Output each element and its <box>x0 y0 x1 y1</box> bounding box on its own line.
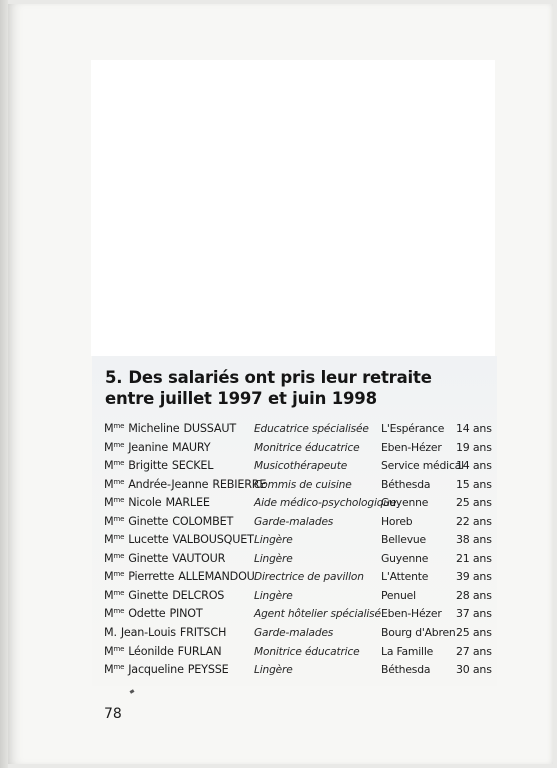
retiree-title <box>104 589 124 602</box>
retiree-row <box>104 624 500 643</box>
retiree-first-name: Jeanine <box>128 440 168 454</box>
retiree-first-name: Odette <box>128 607 166 621</box>
retiree-row <box>104 439 500 458</box>
retiree-last-name: DUSSAUT <box>183 422 236 435</box>
retiree-establishment: L'Espérance <box>381 422 445 435</box>
retiree-title-sup: me <box>113 644 125 653</box>
retiree-establishment: L'Attente <box>381 570 429 584</box>
retiree-title <box>104 459 124 472</box>
retiree-job: Lingère <box>254 534 293 547</box>
retiree-title-base: M <box>104 607 114 621</box>
heading-line-2: entre juillet 1997 et juin 1998 <box>105 389 377 408</box>
retiree-job: Educatrice spécialisée <box>254 423 369 435</box>
retiree-name <box>104 587 224 606</box>
retiree-title-sup: me <box>113 440 125 449</box>
retiree-establishment: Béthesda <box>381 477 431 491</box>
retiree-last-name: FRITSCH <box>179 626 227 640</box>
retiree-title <box>104 441 124 454</box>
retiree-years-service: 39 ans <box>456 570 492 584</box>
retiree-establishment: Eben-Hézer <box>381 440 442 454</box>
retiree-row <box>104 605 500 624</box>
retiree-first-name: Jacqueline <box>128 663 184 677</box>
retiree-title-sup: me <box>113 533 125 542</box>
retiree-job: Lingère <box>254 589 293 602</box>
retiree-job: Monitrice éducatrice <box>254 441 360 454</box>
retiree-title-base: M <box>104 459 114 473</box>
retiree-title-base: M <box>104 663 114 677</box>
retiree-establishment: Bourg d'Abren <box>381 626 456 640</box>
retiree-row <box>104 531 500 550</box>
retiree-row <box>104 550 500 569</box>
retiree-title <box>104 478 124 491</box>
retiree-establishment: Penuel <box>381 588 416 602</box>
retiree-title <box>104 552 124 565</box>
retiree-row <box>104 457 500 476</box>
retiree-establishment: Guyenne <box>381 551 429 565</box>
retiree-years-service: 21 ans <box>456 551 492 565</box>
retiree-years-service: 28 ans <box>456 588 492 602</box>
retiree-title <box>104 570 124 583</box>
retiree-title-sup: me <box>113 551 125 560</box>
retiree-name <box>104 439 210 458</box>
retiree-first-name: Ginette <box>128 514 169 528</box>
retiree-name <box>104 513 233 532</box>
retiree-title-base: M <box>104 440 114 454</box>
retiree-title <box>104 607 124 620</box>
retiree-last-name: MAURY <box>172 440 211 454</box>
retiree-title-base: M <box>104 514 114 528</box>
retiree-name <box>104 494 210 513</box>
image-placeholder <box>91 60 495 356</box>
retiree-years-service: 14 ans <box>456 459 492 473</box>
retiree-establishment: Guyenne <box>381 496 429 510</box>
retiree-job: Garde-malades <box>254 627 334 640</box>
retiree-title-sup: me <box>113 663 125 672</box>
retiree-row <box>104 643 500 662</box>
retiree-row <box>104 568 500 587</box>
page-number: 78 <box>104 706 122 722</box>
retiree-first-name: Ginette <box>128 588 169 602</box>
retiree-title-base: M <box>104 533 114 547</box>
retiree-years-service: 37 ans <box>456 607 492 621</box>
retiree-name <box>104 457 213 476</box>
retiree-title-base: M. <box>104 626 117 640</box>
retiree-first-name: Léonilde <box>128 644 174 658</box>
retiree-years-service: 38 ans <box>456 533 492 547</box>
retiree-title-sup: me <box>113 570 125 579</box>
retiree-title-base: M <box>104 496 114 510</box>
retiree-job: Aide médico-psychologique <box>254 497 397 510</box>
section-number: 5. <box>105 368 123 387</box>
retiree-last-name: PEYSSE <box>187 663 229 677</box>
retiree-title-sup: me <box>113 514 125 523</box>
retiree-row <box>104 494 500 513</box>
heading-title-1: Des salariés ont pris leur retraite <box>128 368 432 387</box>
retiree-title <box>104 645 124 658</box>
retiree-years-service: 14 ans <box>456 422 492 435</box>
retiree-first-name: Nicole <box>128 496 162 510</box>
retiree-title-sup: me <box>113 607 125 616</box>
retiree-title <box>104 422 124 435</box>
retiree-title-base: M <box>104 588 114 602</box>
retiree-title-base: M <box>104 570 114 584</box>
retiree-first-name: Jean-Louis <box>120 626 176 640</box>
retiree-job: Lingère <box>254 664 293 677</box>
book-spine-shadow <box>0 0 8 768</box>
retiree-last-name: MARLEE <box>165 496 210 510</box>
retiree-job: Commis de cuisine <box>254 478 352 491</box>
retiree-establishment: Eben-Hézer <box>381 607 442 621</box>
retiree-title-base: M <box>104 644 114 658</box>
retiree-establishment: La Famille <box>381 644 434 658</box>
retiree-last-name: DELCROS <box>172 588 225 602</box>
retiree-name <box>104 661 229 680</box>
retiree-establishment: Service médical <box>381 459 464 473</box>
retiree-title-sup: me <box>113 588 125 597</box>
retiree-establishment: Bellevue <box>381 533 426 547</box>
retiree-job: Agent hôtelier spécialisé <box>254 608 381 621</box>
retiree-name <box>104 550 225 569</box>
heading-line-1 <box>105 367 485 388</box>
retiree-last-name: PINOT <box>169 607 203 621</box>
retiree-years-service: 27 ans <box>456 644 492 658</box>
retirees-table <box>104 420 500 680</box>
retiree-establishment: Horeb <box>381 514 413 528</box>
retiree-title-base: M <box>104 422 114 435</box>
retiree-title-base: M <box>104 551 114 565</box>
retiree-last-name: ALLEMANDOU <box>178 570 255 584</box>
retiree-job: Monitrice éducatrice <box>254 645 360 658</box>
retiree-row <box>104 587 500 606</box>
retiree-years-service: 19 ans <box>456 440 492 454</box>
retiree-first-name: Micheline <box>128 422 180 435</box>
retiree-first-name: Pierrette <box>128 570 175 584</box>
retiree-last-name: FURLAN <box>177 644 222 658</box>
retiree-row <box>104 513 500 532</box>
retiree-years-service: 25 ans <box>456 496 492 510</box>
retiree-first-name: Brigitte <box>128 459 168 473</box>
retiree-title-sup: me <box>113 459 125 468</box>
retiree-name <box>104 568 255 587</box>
retiree-title <box>104 515 124 528</box>
retiree-first-name: Ginette <box>128 551 169 565</box>
retiree-years-service: 25 ans <box>456 626 492 640</box>
retiree-title-sup: me <box>113 496 125 505</box>
retiree-name <box>104 605 203 624</box>
retiree-name <box>104 643 221 662</box>
retiree-years-service: 15 ans <box>456 477 492 491</box>
retiree-first-name: Lucette <box>128 533 169 547</box>
retiree-job: Directrice de pavillon <box>254 571 364 584</box>
retiree-last-name: REBIERRE <box>212 477 267 491</box>
retiree-title <box>104 663 124 676</box>
retiree-name <box>104 531 254 550</box>
retiree-title-sup: me <box>113 422 125 430</box>
retiree-name <box>104 476 266 495</box>
retiree-title <box>104 496 124 509</box>
retiree-establishment: Béthesda <box>381 663 431 677</box>
retiree-last-name: VALBOUSQUET <box>172 533 254 547</box>
retiree-name <box>104 624 226 643</box>
retiree-last-name: VAUTOUR <box>172 551 226 565</box>
retiree-title <box>104 533 124 546</box>
retiree-years-service: 22 ans <box>456 514 492 528</box>
retiree-job: Lingère <box>254 552 293 565</box>
retiree-row <box>104 476 500 495</box>
retiree-title-sup: me <box>113 477 125 486</box>
retiree-last-name: SECKEL <box>171 459 214 473</box>
retiree-first-name: Andrée-Jeanne <box>128 477 209 491</box>
retiree-job: Garde-malades <box>254 515 334 528</box>
retiree-row <box>104 661 500 680</box>
section-heading <box>105 367 485 409</box>
retiree-last-name: COLOMBET <box>172 514 234 528</box>
retiree-name <box>104 420 236 439</box>
retiree-years-service: 30 ans <box>456 663 492 677</box>
retiree-title <box>104 626 117 639</box>
retiree-title-base: M <box>104 477 114 491</box>
retiree-row <box>104 420 500 439</box>
retiree-job: Musicothérapeute <box>254 460 348 473</box>
